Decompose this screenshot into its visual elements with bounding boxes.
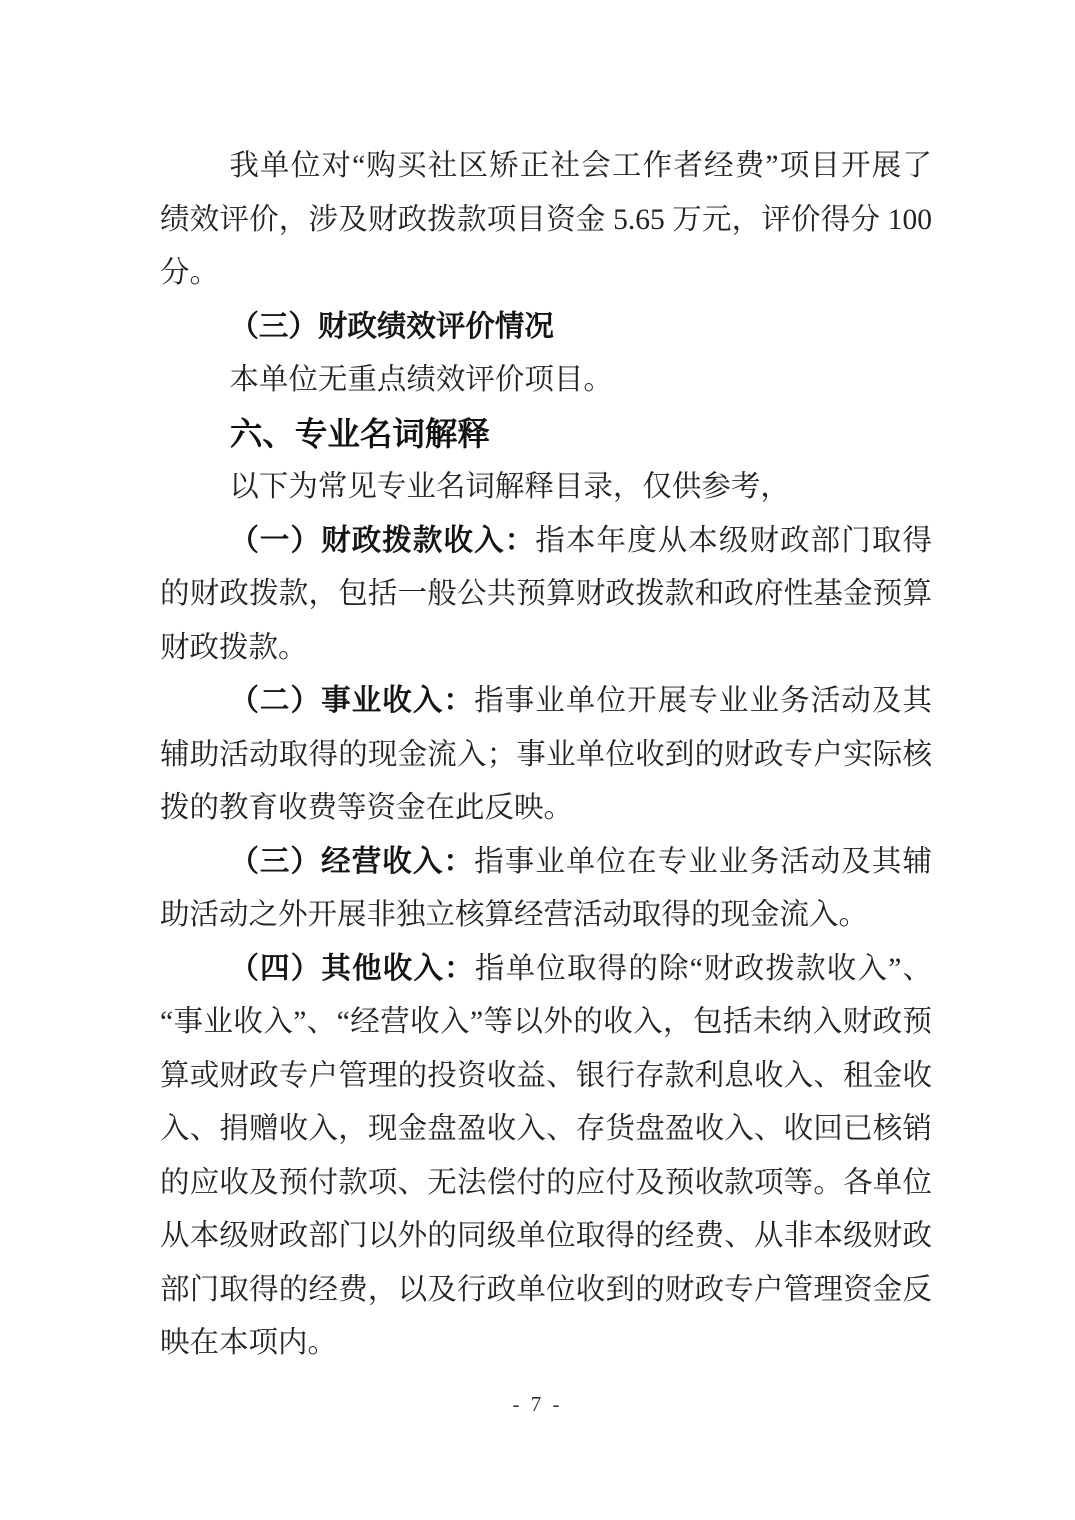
term-definition: 指事业单位开展专业业务活动及其辅助活动取得的现金流入；事业单位收到的财政专户实际核拨的教育收费等资金在此反映。	[160, 685, 932, 824]
term-label: （二）事业收入：	[229, 685, 475, 717]
paragraph-no-key-evaluation-projects: 本单位无重点绩效评价项目。	[229, 364, 613, 396]
paragraph-performance-evaluation: 我单位对“购买社区矫正社会工作者经费”项目开展了绩效评价，涉及财政拨款项目资金 5.65 万元，评价得分 100 分。	[160, 150, 932, 289]
term-definition: 指事业单位在专业业务活动及其辅助活动之外开展非独立核算经营活动取得的现金流入。	[160, 845, 932, 931]
glossary-term-item-operational-income	[160, 675, 932, 836]
term-label: （一）财政拨款收入：	[229, 524, 536, 557]
heading-fiscal-performance-evaluation: （三）财政绩效评价情况	[229, 310, 554, 343]
glossary-term-item-other-income	[160, 943, 932, 1371]
term-label: （三）经营收入：	[229, 845, 475, 878]
term-label: （四）其他收入：	[229, 952, 475, 985]
term-definition: 指本年度从本级财政部门取得的财政拨款，包括一般公共预算财政拨款和政府性基金预算财政拨款。	[160, 524, 932, 664]
page-number: - 7 -	[512, 1392, 563, 1416]
paragraph-glossary-intro: 以下为常见专业名词解释目录，仅供参考，	[229, 471, 790, 503]
page-content	[160, 140, 932, 1371]
glossary-term-item-business-income	[160, 836, 932, 943]
heading-glossary-section: 六、专业名词解释	[229, 415, 490, 452]
term-definition: 指单位取得的除“财政拨款收入”、“事业收入”、“经营收入”等以外的收入，包括未纳入财政预算或财政专户管理的投资收益、银行存款利息收入、租金收入、捐赠收入，现金盘盈收入、存货盘盈收入、收回已核销的应收及预付款项、无法偿付的应付及预收款项等。各单位从本级财政部门以外的同级单位取得的经费、从非本级财政部门取得的经费，以及行政单位收到的财政专户管理资金反映在本项内。	[160, 952, 932, 1359]
glossary-term-item-fiscal-appropriation-income	[160, 515, 932, 676]
